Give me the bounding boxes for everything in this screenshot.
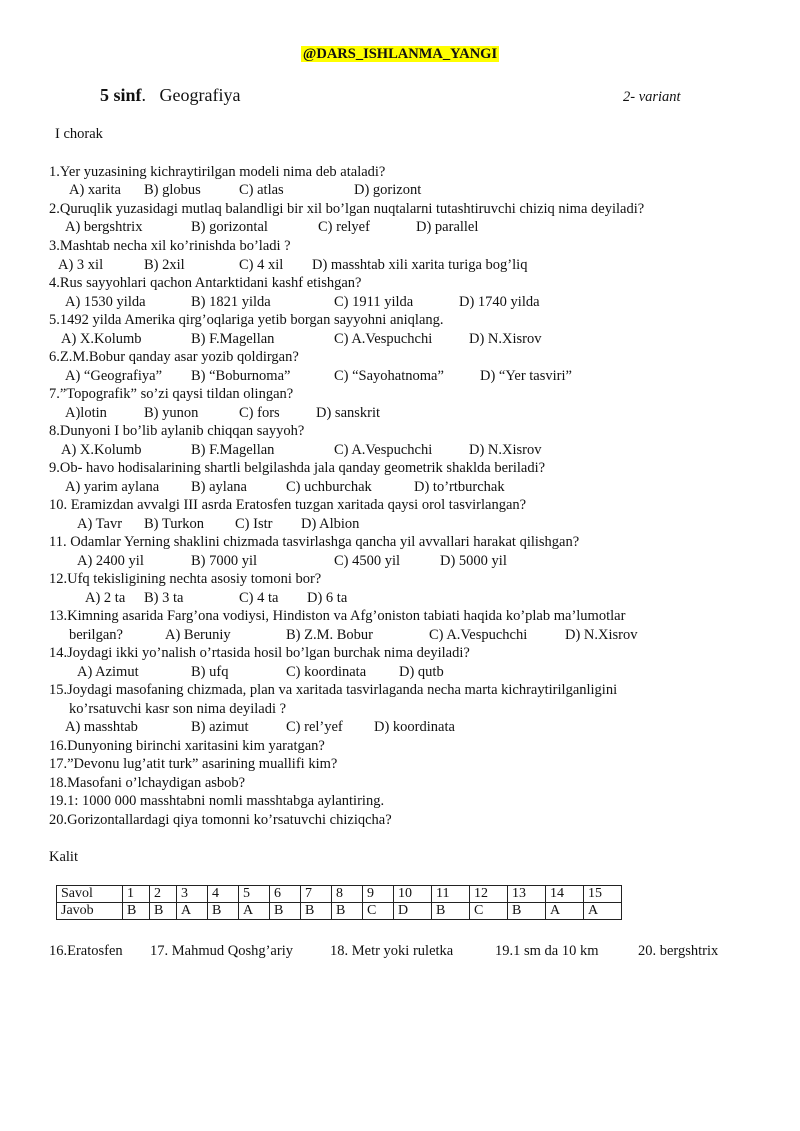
table-cell: A xyxy=(584,903,622,920)
option: B) F.Magellan xyxy=(191,331,275,347)
option: D) parallel xyxy=(416,219,479,235)
question-11: 11. Odamlar Yerning shaklini chizmada tasvirlashga qancha yil avvallari harakat qilishgan? xyxy=(49,534,580,550)
option: D) 1740 yilda xyxy=(459,294,540,310)
options-12 xyxy=(0,589,800,607)
option: C) 4 ta xyxy=(239,590,279,606)
question-13: 13.Kimning asarida Farg’ona vodiysi, Hindiston va Afg’oniston tabiati haqida ko’plab ma’lumotlar xyxy=(49,608,626,624)
option: D) 5000 yil xyxy=(440,553,507,569)
table-cell: B xyxy=(332,903,363,920)
question-19: 19.1: 1000 000 masshtabni nomli masshtabga aylantiring. xyxy=(49,793,385,809)
table-cell: B xyxy=(432,903,470,920)
open-answers xyxy=(0,942,800,960)
option: A) Tavr xyxy=(77,516,123,532)
option: A) xarita xyxy=(69,182,121,198)
question-18: 18.Masofani o’lchaydigan asbob? xyxy=(49,775,246,791)
table-cell: 2 xyxy=(150,886,177,903)
question-10: 10. Eramizdan avvalgi III asrda Eratosfen tuzgan xaritada qaysi orol tasvirlangan? xyxy=(49,497,527,513)
table-cell: 8 xyxy=(332,886,363,903)
table-row xyxy=(57,903,622,920)
grade-label: 5 sinf xyxy=(100,85,142,105)
channel-tag xyxy=(0,46,800,63)
table-row xyxy=(57,886,622,903)
option: B) “Boburnoma” xyxy=(191,368,291,384)
table-cell: 10 xyxy=(394,886,432,903)
option: C) relyef xyxy=(318,219,370,235)
table-cell: 12 xyxy=(470,886,508,903)
option: C) A.Vespuchchi xyxy=(429,627,528,643)
open-answer: 16.Eratosfen xyxy=(49,943,123,959)
options-4 xyxy=(0,293,800,311)
option: A) 2 ta xyxy=(85,590,126,606)
option: C) A.Vespuchchi xyxy=(334,442,433,458)
question-12: 12.Ufq tekisligining nechta asosiy tomoni bor? xyxy=(49,571,322,587)
option: D) gorizont xyxy=(354,182,422,198)
option: C) “Sayohatnoma” xyxy=(334,368,444,384)
option: D) N.Xisrov xyxy=(469,331,542,347)
table-cell: 1 xyxy=(123,886,150,903)
table-cell: B xyxy=(208,903,239,920)
option: B) gorizontal xyxy=(191,219,268,235)
row-label: Savol xyxy=(57,886,123,903)
option: A) Azimut xyxy=(77,664,139,680)
subject-label: Geografiya xyxy=(159,85,241,105)
table-cell: B xyxy=(270,903,301,920)
options-7 xyxy=(0,404,800,422)
option: B) Turkon xyxy=(144,516,205,532)
options-2 xyxy=(0,218,800,236)
option: A) masshtab xyxy=(65,719,138,735)
answer-key-table xyxy=(56,885,622,920)
table-cell: 3 xyxy=(177,886,208,903)
question-20: 20.Gorizontallardagi qiya tomonni ko’rsatuvchi chiziqcha? xyxy=(49,812,392,828)
option: C) Istr xyxy=(235,516,273,532)
table-cell: 4 xyxy=(208,886,239,903)
option: B) F.Magellan xyxy=(191,442,275,458)
option: A) 2400 yil xyxy=(77,553,144,569)
options-1 xyxy=(0,181,800,199)
open-answer: 17. Mahmud Qoshg’ariy xyxy=(150,943,293,959)
option: B) 3 ta xyxy=(144,590,184,606)
question-6: 6.Z.M.Bobur qanday asar yozib qoldirgan? xyxy=(49,349,299,365)
option: A) X.Kolumb xyxy=(61,331,142,347)
channel-handle: @DARS_ISHLANMA_YANGI xyxy=(302,46,498,62)
question-7: 7.”Topografik” so’zi qaysi tildan olingan? xyxy=(49,386,294,402)
question-15: 15.Joydagi masofaning chizmada, plan va xaritada tasvirlaganda necha marta kichraytirilganligini xyxy=(49,682,618,698)
table-cell: B xyxy=(123,903,150,920)
option: C) koordinata xyxy=(286,664,367,680)
option: C) uchburchak xyxy=(286,479,372,495)
option: A) Beruniy xyxy=(165,627,231,643)
table-cell: A xyxy=(546,903,584,920)
option: B) 1821 yilda xyxy=(191,294,271,310)
question-4: 4.Rus sayyohlari qachon Antarktidani kashf etishgan? xyxy=(49,275,362,291)
options-14 xyxy=(0,663,800,681)
table-cell: 5 xyxy=(239,886,270,903)
option: C) 1911 yilda xyxy=(334,294,414,310)
options-9 xyxy=(0,478,800,496)
table-cell: A xyxy=(177,903,208,920)
open-answer: 20. bergshtrix xyxy=(638,943,719,959)
option: C) 4500 yil xyxy=(334,553,401,569)
options-3 xyxy=(0,256,800,274)
row-label: Javob xyxy=(57,903,123,920)
option: D) qutb xyxy=(399,664,444,680)
options-15 xyxy=(0,718,800,736)
option: C) A.Vespuchchi xyxy=(334,331,433,347)
table-cell: 14 xyxy=(546,886,584,903)
table-cell: 6 xyxy=(270,886,301,903)
option: A) “Geografiya” xyxy=(65,368,163,384)
options-6 xyxy=(0,367,800,385)
question-5: 5.1492 yilda Amerika qirg’oqlariga yetib borgan sayyohni aniqlang. xyxy=(49,312,444,328)
options-13 xyxy=(0,626,800,644)
page-title xyxy=(100,85,240,106)
option: A) yarim aylana xyxy=(65,479,160,495)
options-10 xyxy=(0,515,800,533)
option: B) globus xyxy=(144,182,201,198)
table-cell: 9 xyxy=(363,886,394,903)
options-11 xyxy=(0,552,800,570)
option: B) 2xil xyxy=(144,257,185,273)
option: D) masshtab xili xarita turiga bog’liq xyxy=(312,257,528,273)
option: C) rel’yef xyxy=(286,719,343,735)
table-cell: C xyxy=(363,903,394,920)
question-3: 3.Mashtab necha xil ko’rinishda bo’ladi ? xyxy=(49,238,291,254)
question-15-continuation: ko’rsatuvchi kasr son nima deyiladi ? xyxy=(69,701,287,717)
table-cell: A xyxy=(239,903,270,920)
option: A) 1530 yilda xyxy=(65,294,146,310)
title-separator: . xyxy=(141,85,160,105)
table-cell: 11 xyxy=(432,886,470,903)
question-17: 17.”Devonu lug’atit turk” asarining muallifi kim? xyxy=(49,756,338,772)
question-1: 1.Yer yuzasining kichraytirilgan modeli nima deb ataladi? xyxy=(49,164,386,180)
question-16: 16.Dunyoning birinchi xaritasini kim yaratgan? xyxy=(49,738,325,754)
option: B) Z.M. Bobur xyxy=(286,627,373,643)
option: D) sanskrit xyxy=(316,405,381,421)
option: C) atlas xyxy=(239,182,284,198)
option: B) azimut xyxy=(191,719,249,735)
question-14: 14.Joydagi ikki yo’nalish o’rtasida hosil bo’lgan burchak nima deyiladi? xyxy=(49,645,470,661)
option: B) yunon xyxy=(144,405,199,421)
quarter-label: I chorak xyxy=(55,126,103,142)
option: B) ufq xyxy=(191,664,229,680)
table-cell: 13 xyxy=(508,886,546,903)
table-cell: C xyxy=(470,903,508,920)
option: A) X.Kolumb xyxy=(61,442,142,458)
table-cell: B xyxy=(150,903,177,920)
option: B) 7000 yil xyxy=(191,553,258,569)
options-8 xyxy=(0,441,800,459)
table-cell: D xyxy=(394,903,432,920)
open-answer: 19.1 sm da 10 km xyxy=(495,943,599,959)
table-cell: B xyxy=(508,903,546,920)
option: D) “Yer tasviri” xyxy=(480,368,572,384)
option: D) N.Xisrov xyxy=(469,442,542,458)
variant-label: 2- variant xyxy=(623,89,681,105)
option: A) 3 xil xyxy=(58,257,104,273)
option: D) N.Xisrov xyxy=(565,627,638,643)
table-cell: 15 xyxy=(584,886,622,903)
question-2: 2.Quruqlik yuzasidagi mutlaq balandligi bir xil bo’lgan nuqtalarni tutashtiruvchi chiziq nima deyiladi? xyxy=(49,201,645,217)
table-cell: 7 xyxy=(301,886,332,903)
option: D) to’rtburchak xyxy=(414,479,505,495)
option: B) aylana xyxy=(191,479,247,495)
option: A)lotin xyxy=(65,405,107,421)
option: D) Albion xyxy=(301,516,360,532)
question-13-continuation: berilgan? xyxy=(69,627,123,643)
option: D) 6 ta xyxy=(307,590,348,606)
options-5 xyxy=(0,330,800,348)
option: D) koordinata xyxy=(374,719,455,735)
option: A) bergshtrix xyxy=(65,219,143,235)
open-answer: 18. Metr yoki ruletka xyxy=(330,943,454,959)
question-8: 8.Dunyoni I bo’lib aylanib chiqqan sayyoh? xyxy=(49,423,305,439)
option: C) 4 xil xyxy=(239,257,284,273)
option: C) fors xyxy=(239,405,280,421)
answer-key-title: Kalit xyxy=(49,849,78,865)
table-cell: B xyxy=(301,903,332,920)
question-9: 9.Ob- havo hodisalarining shartli belgilashda jala qanday geometrik shaklda beriladi? xyxy=(49,460,546,476)
